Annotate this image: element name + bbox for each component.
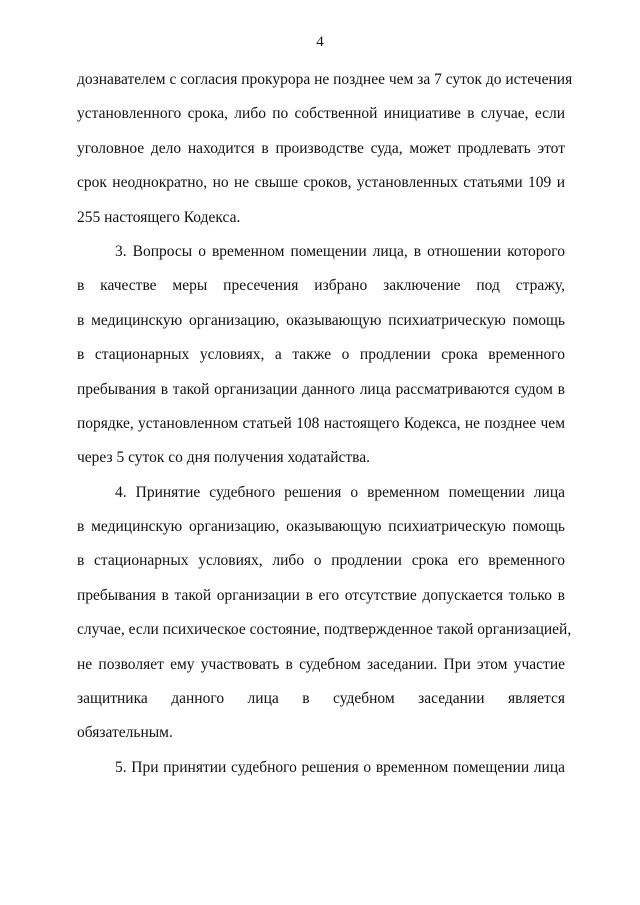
text-line: в стационарных условиях, либо о продлении срока его временного (77, 552, 565, 570)
paragraph-item-3 (77, 235, 565, 476)
text-line: уголовное дело находится в производстве суда, может продлевать этот (77, 139, 565, 157)
paragraph-item-5 (77, 751, 565, 785)
paragraph-continuation (77, 63, 573, 235)
page-number: 4 (316, 34, 324, 50)
text-line: случае, если психическое состояние, подтвержденное такой организацией, (77, 621, 572, 639)
text-line: не позволяет ему участвовать в судебном заседании. При этом участие (77, 655, 565, 673)
text-line: в медицинскую организацию, оказывающую психиатрическую помощь (77, 518, 565, 536)
text-line: в стационарных условиях, а также о продлении срока временного (77, 346, 565, 364)
text-line: срок неоднократно, но не свыше сроков, установленных статьями 109 и (77, 174, 565, 192)
text-line: в медицинскую организацию, оказывающую психиатрическую помощь (77, 311, 565, 329)
paragraph-item-4 (77, 476, 572, 751)
document-body (77, 63, 573, 785)
text-line: 3. Вопросы о временном помещении лица, в отношении которого (115, 242, 565, 260)
text-line: защитника данного лица в судебном заседании является (77, 690, 565, 708)
text-line: 4. Принятие судебного решения о временном помещении лица (115, 483, 565, 501)
text-line: установленного срока, либо по собственной инициативе в случае, если (77, 105, 565, 123)
text-line: 255 настоящего Кодекса. (77, 208, 241, 226)
text-line: через 5 суток со дня получения ходатайства. (77, 449, 371, 467)
text-line: 5. При принятии судебного решения о временном помещении лица (115, 758, 565, 776)
text-line: в качестве меры пресечения избрано заключение под стражу, (77, 277, 565, 295)
text-line: дознавателем с согласия прокурора не позднее чем за 7 суток до истечения (77, 71, 573, 88)
text-line: пребывания в такой организации данного лица рассматриваются судом в (77, 380, 565, 398)
text-line: пребывания в такой организации в его отсутствие допускается только в (77, 586, 565, 604)
text-line: порядке, установленном статьей 108 настоящего Кодекса, не позднее чем (77, 414, 565, 432)
text-line: обязательным. (77, 724, 173, 742)
